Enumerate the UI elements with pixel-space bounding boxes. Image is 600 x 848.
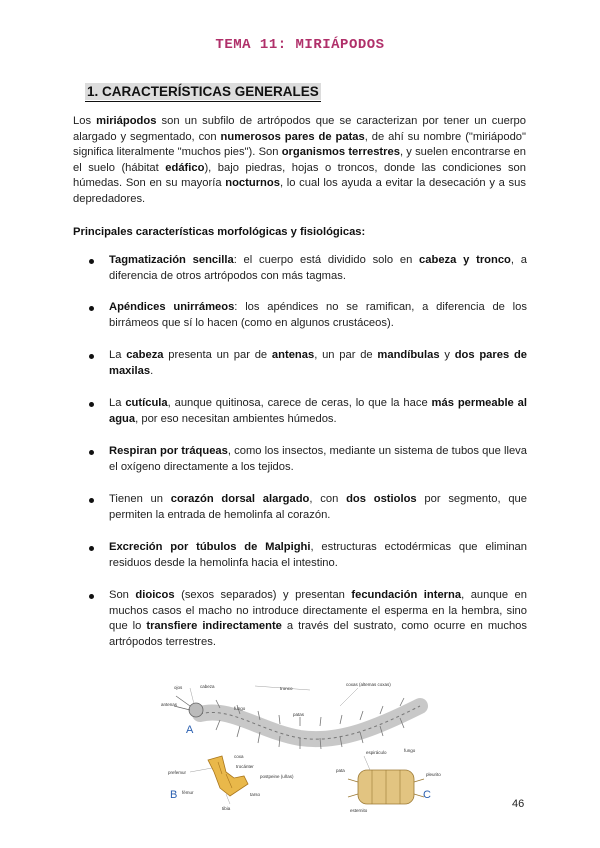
- document-title: TEMA 11: MIRIÁPODOS: [215, 37, 385, 53]
- list-item-text: Tienen un corazón dorsal alargado, con dos ostiolos por segmento, que permiten la entrada de hemolinfa al corazón.: [109, 493, 527, 521]
- figure-label: espiráculo: [366, 750, 387, 755]
- bold-term: corazón dorsal alargado: [170, 493, 310, 505]
- bold-term: miriápodos: [96, 115, 157, 127]
- bold-term: antenas: [271, 349, 315, 361]
- figure-label: tibia: [222, 806, 231, 811]
- bold-term: Respiran por tráqueas: [109, 445, 228, 457]
- bold-term: Apéndices unirrámeos: [109, 301, 235, 313]
- panel-label: B: [170, 789, 178, 801]
- bold-term: numerosos pares de patas: [220, 130, 365, 143]
- list-item: [90, 588, 527, 650]
- figure-label: antenas: [161, 702, 178, 707]
- list-item: [90, 396, 527, 427]
- bold-term: cutícula: [125, 397, 168, 409]
- bold-term: organismos terrestres: [281, 146, 400, 159]
- section-heading: [85, 84, 321, 99]
- figure-label: ojos: [174, 685, 183, 690]
- list-item: [90, 492, 527, 523]
- bullet-icon: [89, 402, 94, 407]
- bold-term: Excreción por túbulos de Malpighi: [109, 541, 311, 553]
- bold-term: Tagmatización sencilla: [109, 254, 234, 266]
- figure-label: pleurito: [426, 772, 441, 777]
- bold-term: más permeable al agua: [109, 397, 527, 425]
- bold-term: dioicos: [135, 589, 175, 601]
- bullet-icon: [89, 594, 94, 599]
- panel-label: C: [423, 789, 431, 801]
- list-item: [90, 300, 527, 331]
- figure-label: fungo: [404, 748, 416, 753]
- figure-label: coxas (altemas coxas): [346, 682, 391, 687]
- figure-label: esternito: [350, 808, 368, 813]
- bullet-icon: [89, 498, 94, 503]
- figure-label: tarso: [250, 792, 261, 797]
- list-item-text: Apéndices unirrámeos: los apéndices no se ramifican, a diferencia de los birrámeos que sí lo hacen (como en algunos crustáceos).: [109, 301, 527, 329]
- subheading: Principales características morfológicas y fisiológicas:: [73, 226, 366, 238]
- bold-term: dos pares de maxilas: [109, 349, 527, 377]
- list-item-text: Son dioicos (sexos separados) y presentan fecundación interna, aunque en muchos casos el macho no introduce directamente el esperma en la hembra, sino que lo transfiere indirectamente a través del sustrato, como ocurre en muchos artrópodos terrestres.: [109, 589, 527, 648]
- figure-label: patas: [293, 712, 305, 717]
- list-item: [90, 253, 527, 284]
- bold-term: transfiere indirectamente: [146, 620, 282, 633]
- panel-label: A: [186, 724, 194, 736]
- bold-term: nocturnos: [225, 177, 280, 190]
- list-item: [90, 540, 527, 571]
- panel-c-drawing: [348, 756, 424, 804]
- bullet-icon: [89, 306, 94, 311]
- bold-term: fecundación interna: [351, 589, 462, 601]
- figure-label: prefemur: [168, 770, 187, 775]
- list-item-text: Tagmatización sencilla: el cuerpo está dividido solo en cabeza y tronco, a diferencia de otros artrópodos con más tagmas.: [109, 254, 527, 282]
- bullet-icon: [89, 546, 94, 551]
- myriapod-anatomy-figure: [160, 676, 465, 816]
- bullet-icon: [89, 450, 94, 455]
- figure-label: cabeza: [200, 684, 215, 689]
- panel-a-drawing: [174, 686, 420, 749]
- figure-label: pata: [336, 768, 345, 773]
- list-item: [90, 444, 527, 475]
- figure-label: trocánter: [236, 764, 254, 769]
- section-heading-underline: [85, 101, 321, 102]
- section-heading-text: 1. CARACTERÍSTICAS GENERALES: [87, 84, 319, 99]
- list-item-text: La cutícula, aunque quitinosa, carece de ceras, lo que la hace más permeable al agua, por eso necesitan ambientes húmedos.: [109, 397, 527, 425]
- bold-term: mandíbulas: [377, 349, 440, 361]
- figure-label: postpeine (uñas): [260, 774, 294, 779]
- bold-term: cabeza y tronco: [419, 254, 511, 266]
- bullet-icon: [89, 259, 94, 264]
- figure-label: fémur: [182, 790, 194, 795]
- bold-term: dos ostiolos: [346, 493, 417, 505]
- page-number: 46: [512, 798, 525, 810]
- intro-paragraph: Los miriápodos son un subfilo de artrópodos que se caracterizan por tener un cuerpo alargado y segmentado, con numerosos pares de patas, de ahí su nombre ("miriápodo" significa literalmente "muchos pies"). Son organismos terrestres, y suelen encontrarse en el suelo (hábitat edáfico), bajo piedras, hojas o troncos, donde las condiciones son húmedas. Son en su mayoría nocturnos, lo cual los ayuda a evitar la desecación y a sus depredadores.: [73, 115, 526, 205]
- figure-label: tronco: [280, 686, 293, 691]
- list-item: [90, 348, 527, 379]
- list-item-text: Excreción por túbulos de Malpighi, estructuras ectodérmicas que eliminan residuos desde la hemolinfa hacia el intestino.: [109, 541, 527, 569]
- figure-label: fungo: [234, 706, 246, 711]
- list-item-text: La cabeza presenta un par de antenas, un par de mandíbulas y dos pares de maxilas.: [109, 349, 527, 377]
- bold-term: edáfico: [165, 161, 205, 174]
- list-item-text: Respiran por tráqueas, como los insectos, mediante un sistema de tubos que lleva el oxígeno directamente a los tejidos.: [109, 445, 527, 473]
- bold-term: cabeza: [126, 349, 164, 361]
- figure-illustration: [160, 676, 465, 816]
- figure-label: coxa: [234, 754, 244, 759]
- bullet-icon: [89, 354, 94, 359]
